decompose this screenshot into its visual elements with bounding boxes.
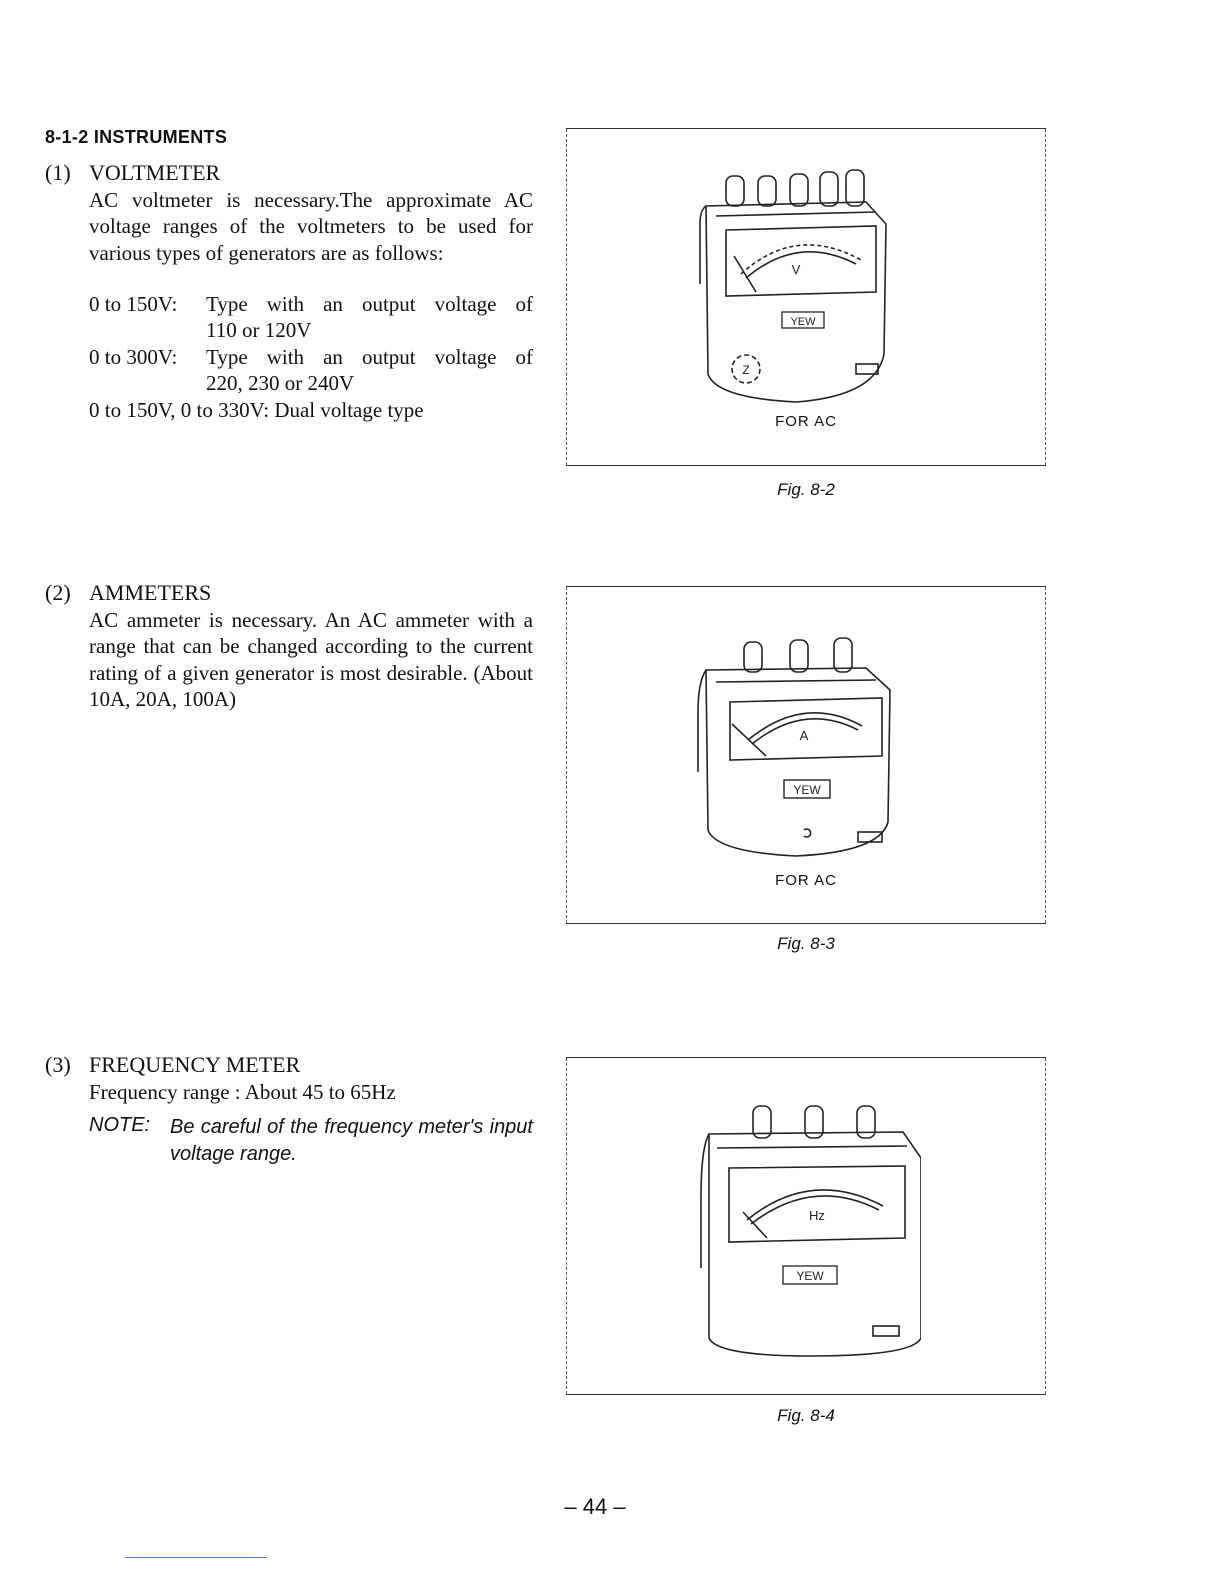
dial-symbol: Hz: [809, 1208, 825, 1223]
ammeter-illustration: [686, 622, 906, 872]
figure-caption: Fig. 8-2: [777, 480, 835, 499]
note-label: NOTE:: [89, 1114, 151, 1136]
frequency-meter-illustration: [681, 1098, 921, 1368]
range-text-300: Type with an output voltage of: [206, 345, 533, 369]
ammeters-title: AMMETERS: [89, 580, 212, 605]
dual-voltage-line: 0 to 150V, 0 to 330V: Dual voltage type: [89, 398, 424, 422]
voltmeter-title: VOLTMETER: [89, 160, 221, 185]
voltmeter-paragraph: AC voltmeter is necessary.The approximate AC voltage ranges of the voltmeters to be used for various types of generators are as follows:: [89, 188, 533, 265]
brand-label: YEW: [790, 316, 816, 328]
footer-rule: [125, 1557, 267, 1558]
figure-caption: Fig. 8-3: [777, 934, 835, 953]
figure-voltmeter: [566, 128, 1046, 466]
figure-label: FOR AC: [775, 413, 837, 430]
figure-label: FOR AC: [775, 872, 837, 889]
range-label-300: 0 to 300V:: [89, 345, 178, 369]
item-number-voltmeter: (1): [45, 160, 71, 185]
ammeters-paragraph: AC ammeter is necessary. An AC ammeter with a range that can be changed according to the current rating of a given generator is most desirable. (About 10A, 20A, 100A): [89, 608, 533, 711]
page-number: – 44 –: [564, 1494, 626, 1519]
figure-caption: Fig. 8-4: [777, 1406, 835, 1425]
voltmeter-illustration: [686, 164, 906, 424]
frequency-range: Frequency range : About 45 to 65Hz: [89, 1080, 396, 1104]
range-continuation-150: 110 or 120V: [206, 318, 312, 342]
dial-symbol: A: [799, 728, 809, 743]
figure-ammeter: [566, 586, 1046, 924]
frequency-meter-title: FREQUENCY METER: [89, 1052, 301, 1077]
note-text: Be careful of the frequency meter's input voltage range.: [170, 1116, 533, 1165]
range-text-150: Type with an output voltage of: [206, 292, 533, 316]
dial-symbol: V: [791, 262, 801, 277]
brand-label: YEW: [793, 783, 821, 797]
item-number-ammeters: (2): [45, 580, 71, 605]
knob-label: Z: [742, 363, 750, 377]
section-heading: 8-1-2 INSTRUMENTS: [45, 127, 228, 147]
figure-frequency-meter: [566, 1057, 1046, 1395]
brand-label: YEW: [796, 1269, 824, 1283]
range-label-150: 0 to 150V:: [89, 292, 178, 316]
range-continuation-300: 220, 230 or 240V: [206, 371, 355, 395]
item-number-frequency: (3): [45, 1052, 71, 1077]
